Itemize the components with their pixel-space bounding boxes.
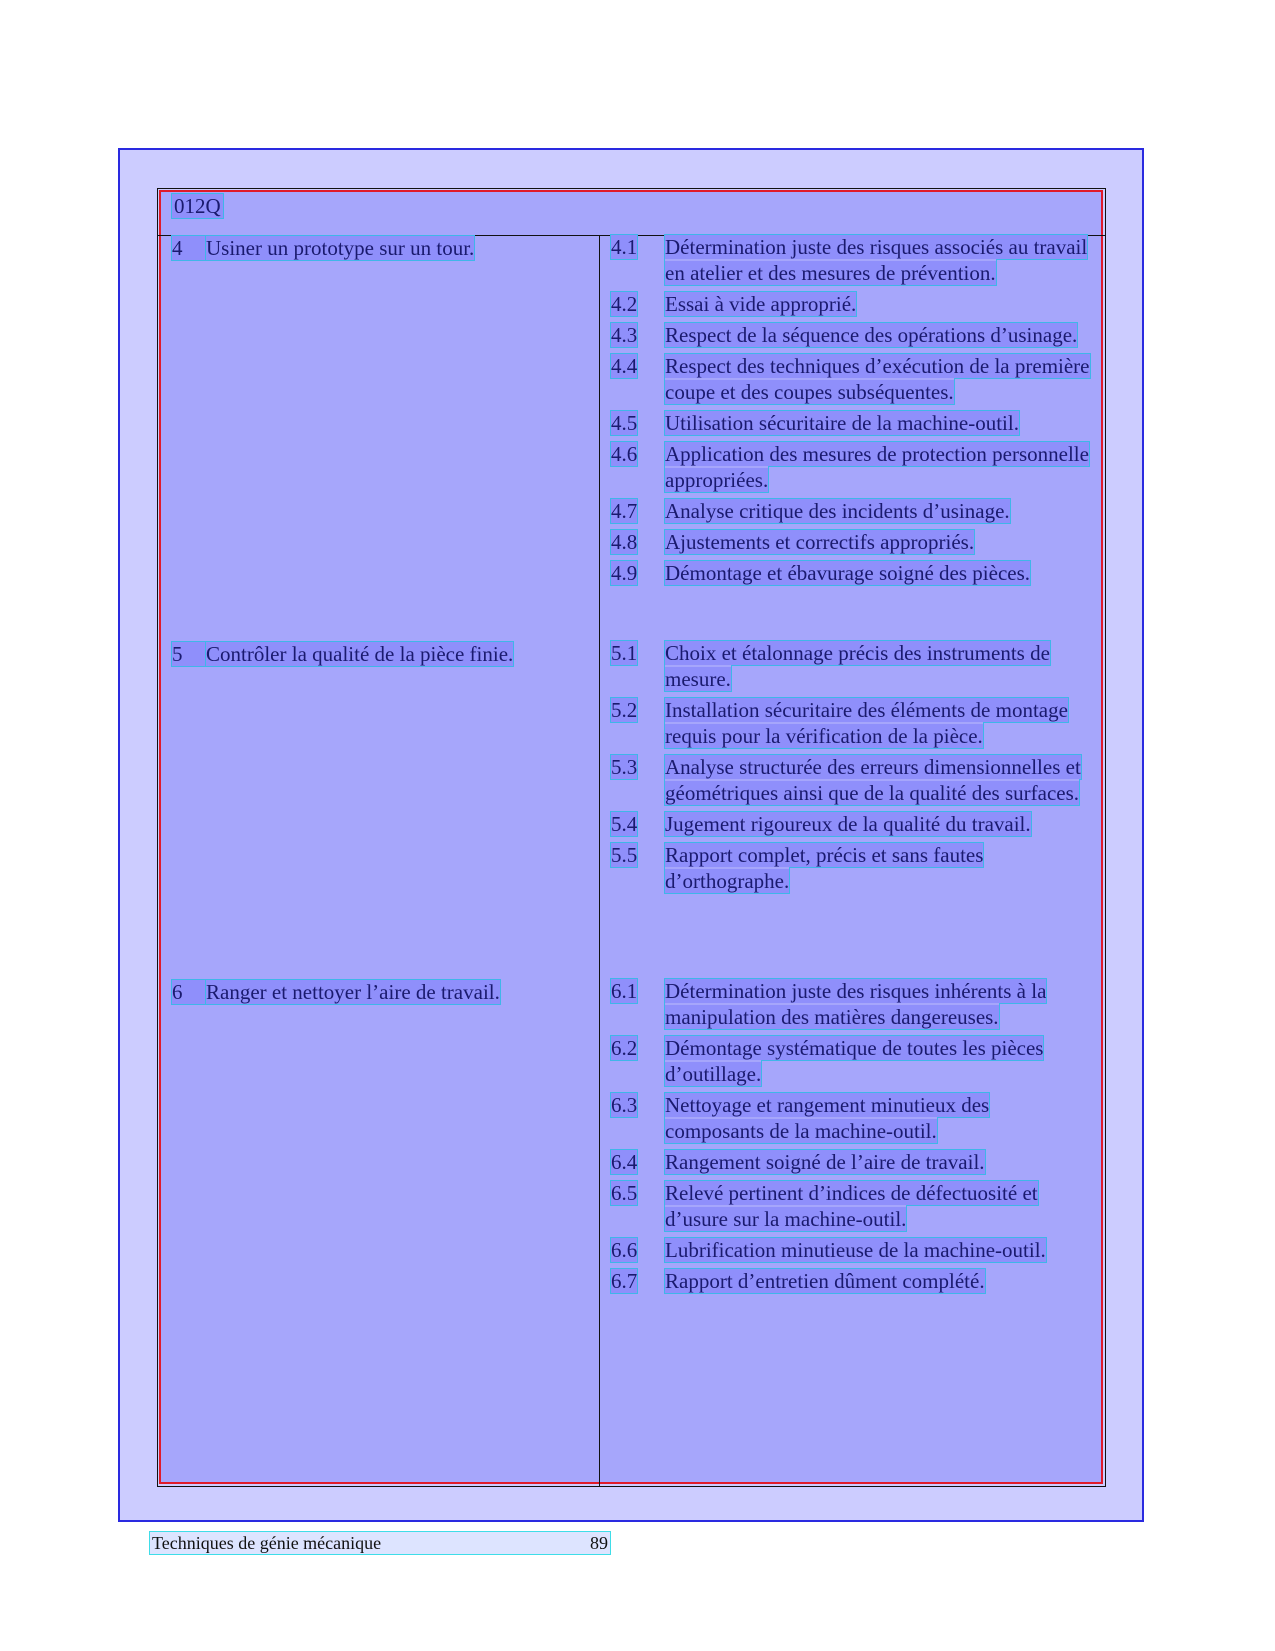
criterion-number: 4.3 bbox=[611, 323, 638, 347]
criterion-text: Installation sécuritaire des éléments de montage requis pour la vérification de la pièce. bbox=[665, 698, 1068, 748]
criterion-number: 6.2 bbox=[611, 1036, 638, 1060]
criterion-text: Détermination juste des risques associés au travail en atelier et des mesures de prévention. bbox=[665, 235, 1088, 285]
criterion-number: 6.1 bbox=[611, 979, 638, 1003]
criterion-text: Application des mesures de protection personnelle appropriées. bbox=[665, 442, 1089, 492]
criteria-list bbox=[611, 640, 1091, 899]
criterion-number: 4.5 bbox=[611, 411, 638, 435]
criterion-item bbox=[611, 1149, 1091, 1175]
criterion-item bbox=[611, 842, 1091, 894]
criterion-item bbox=[611, 697, 1091, 749]
criterion-item bbox=[611, 529, 1091, 555]
criteria-list bbox=[611, 978, 1091, 1299]
criterion-number: 5.1 bbox=[611, 641, 638, 665]
criterion-text: Démontage et ébavurage soigné des pièces. bbox=[665, 561, 1031, 585]
criterion-text: Choix et étalonnage précis des instruments de mesure. bbox=[665, 641, 1050, 691]
footer-title: Techniques de génie mécanique bbox=[152, 1533, 382, 1553]
criterion-number: 6.5 bbox=[611, 1181, 638, 1205]
criterion-text: Relevé pertinent d’indices de défectuosité et d’usure sur la machine-outil. bbox=[665, 1181, 1038, 1231]
criterion-item bbox=[611, 1180, 1091, 1232]
criterion-text: Rangement soigné de l’aire de travail. bbox=[665, 1150, 985, 1174]
element-text: Usiner un prototype sur un tour. bbox=[206, 236, 475, 260]
criterion-number: 4.8 bbox=[611, 530, 638, 554]
criterion-item bbox=[611, 1092, 1091, 1144]
criterion-number: 4.1 bbox=[611, 235, 638, 259]
page-number: 89 bbox=[590, 1533, 608, 1553]
criterion-number: 5.4 bbox=[611, 812, 638, 836]
criterion-item bbox=[611, 640, 1091, 692]
criterion-text: Jugement rigoureux de la qualité du travail. bbox=[665, 812, 1031, 836]
element-text: Ranger et nettoyer l’aire de travail. bbox=[206, 980, 500, 1004]
criterion-number: 4.2 bbox=[611, 292, 638, 316]
criterion-text: Essai à vide approprié. bbox=[665, 292, 857, 316]
criterion-item bbox=[611, 498, 1091, 524]
element-row bbox=[172, 642, 602, 666]
element-number: 5 bbox=[172, 642, 206, 666]
criterion-text: Analyse structurée des erreurs dimensionnelles et géométriques ainsi que de la qualité des surfaces. bbox=[665, 755, 1081, 805]
criterion-text: Analyse critique des incidents d’usinage. bbox=[665, 499, 1010, 523]
element-row bbox=[172, 236, 602, 260]
criterion-item bbox=[611, 410, 1091, 436]
criterion-item bbox=[611, 978, 1091, 1030]
criterion-text: Détermination juste des risques inhérents à la manipulation des matières dangereuses. bbox=[665, 979, 1047, 1029]
element-row bbox=[172, 980, 602, 1004]
criterion-number: 5.5 bbox=[611, 843, 638, 867]
criterion-text: Utilisation sécuritaire de la machine-outil. bbox=[665, 411, 1019, 435]
element-number: 4 bbox=[172, 236, 206, 260]
criterion-number: 5.3 bbox=[611, 755, 638, 779]
criterion-text: Rapport complet, précis et sans fautes d’orthographe. bbox=[665, 843, 984, 893]
criterion-number: 4.9 bbox=[611, 561, 638, 585]
criterion-number: 6.3 bbox=[611, 1093, 638, 1117]
page-footer bbox=[150, 1532, 610, 1554]
criterion-item bbox=[611, 322, 1091, 348]
criterion-item bbox=[611, 1035, 1091, 1087]
table-column-divider bbox=[599, 235, 600, 1487]
criterion-item bbox=[611, 560, 1091, 586]
criterion-number: 4.4 bbox=[611, 354, 638, 378]
criterion-item bbox=[611, 353, 1091, 405]
criterion-text: Démontage systématique de toutes les pièces d’outillage. bbox=[665, 1036, 1044, 1086]
criterion-text: Lubrification minutieuse de la machine-outil. bbox=[665, 1238, 1046, 1262]
criterion-item bbox=[611, 1237, 1091, 1263]
criterion-item bbox=[611, 234, 1091, 286]
criteria-list bbox=[611, 234, 1091, 591]
criterion-item bbox=[611, 441, 1091, 493]
criterion-item bbox=[611, 811, 1091, 837]
criterion-number: 6.6 bbox=[611, 1238, 638, 1262]
criterion-text: Nettoyage et rangement minutieux des composants de la machine-outil. bbox=[665, 1093, 990, 1143]
criterion-number: 5.2 bbox=[611, 698, 638, 722]
criterion-number: 6.4 bbox=[611, 1150, 638, 1174]
criterion-number: 4.7 bbox=[611, 499, 638, 523]
criterion-number: 6.7 bbox=[611, 1269, 638, 1293]
element-text: Contrôler la qualité de la pièce finie. bbox=[206, 642, 514, 666]
criterion-text: Ajustements et correctifs appropriés. bbox=[665, 530, 975, 554]
criterion-text: Respect de la séquence des opérations d’usinage. bbox=[665, 323, 1078, 347]
criterion-text: Rapport d’entretien dûment complété. bbox=[665, 1269, 985, 1293]
criterion-item bbox=[611, 1268, 1091, 1294]
criterion-item bbox=[611, 754, 1091, 806]
element-number: 6 bbox=[172, 980, 206, 1004]
criterion-text: Respect des techniques d’exécution de la première coupe et des coupes subséquentes. bbox=[665, 354, 1090, 404]
criterion-item bbox=[611, 291, 1091, 317]
competency-code: 012Q bbox=[174, 194, 221, 218]
criterion-number: 4.6 bbox=[611, 442, 638, 466]
